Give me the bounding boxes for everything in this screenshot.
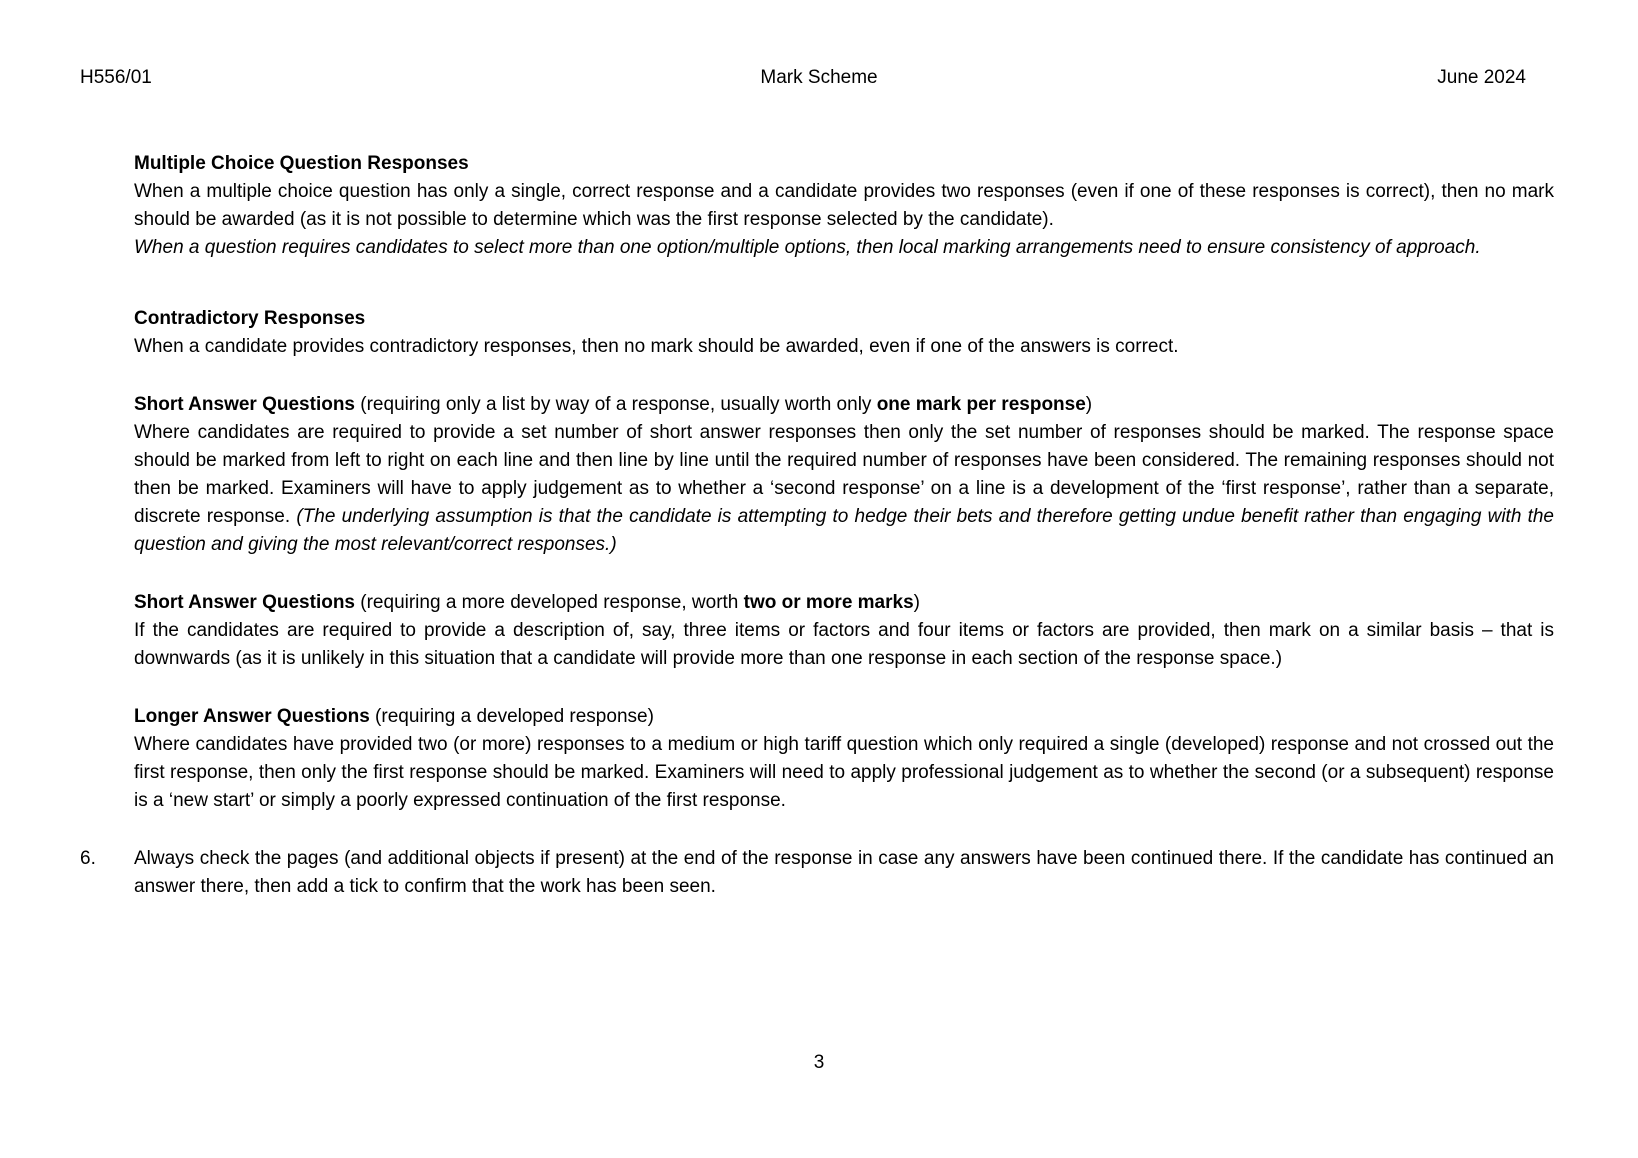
paragraph-contradictory: When a candidate provides contradictory responses, then no mark should be awarded, even if one of the answers is correct. <box>134 336 1179 357</box>
section-short-answer-developed <box>134 589 1554 673</box>
list-item-6 <box>80 845 1554 901</box>
heading-note-text: ) <box>913 592 920 613</box>
paragraph-text: Where candidates are required to provide a set number of short answer responses then only the set number of responses should be marked. The response space should be marked from left to right on each line and then line by line until the required number of responses have been considered. The remaining responses should not then be marked. Examiners will have to apply judgement as to whether a ‘second response’ on a line is a development of the ‘first response’, rather than a separate, discrete response. <box>134 422 1554 527</box>
heading-bold-text: one mark per response <box>876 394 1086 415</box>
section-heading-longer-answer <box>134 703 1554 731</box>
paragraph-multiple-choice: When a multiple choice question has only a single, correct response and a candidate provides two responses (even if one of these responses is correct), then no mark should be awarded (as it is not possible to determine which was the first response selected by the candidate). <box>134 181 1554 230</box>
document-body <box>80 150 1554 931</box>
header-paper-code: H556/01 <box>80 67 152 88</box>
section-longer-answer <box>134 703 1554 815</box>
paragraph-short-answer-developed: If the candidates are required to provide a description of, say, three items or factors and four items or factors are provided, then mark on a similar basis – that is downwards (as it is unlikely in this situation that a candidate will provide more than one response in each section of the response space.) <box>134 620 1554 669</box>
page-number: 3 <box>813 1052 825 1073</box>
heading-note-text: (requiring a more developed response, worth <box>355 592 744 613</box>
heading-note-text: (requiring a developed response) <box>369 706 654 727</box>
paragraph-italic-text: (The underlying assumption is that the candidate is attempting to hedge their bets and therefore getting undue benefit rather than engaging with the question and giving the most relevant/correct responses.) <box>134 506 1554 555</box>
heading-note-text: (requiring only a list by way of a response, usually worth only <box>355 394 877 415</box>
section-heading-short-answer-developed <box>134 589 1554 617</box>
paragraph-short-answer-list <box>134 419 1554 559</box>
paragraph-multiple-choice-italic: When a question requires candidates to select more than one option/multiple options, then local marking arrangements need to ensure consistency of approach. <box>134 237 1481 258</box>
list-item-number: 6. <box>80 848 96 869</box>
heading-bold-text: two or more marks <box>743 592 914 613</box>
heading-bold-text: Longer Answer Questions <box>134 706 370 727</box>
paragraph-item-6: Always check the pages (and additional objects if present) at the end of the response in case any answers have been continued there. If the candidate has continued an answer there, then add a tick to confirm that the work has been seen. <box>134 848 1554 897</box>
paragraph-longer-answer: Where candidates have provided two (or more) responses to a medium or high tariff question which only required a single (developed) response and not crossed out the first response, then only the first response should be marked. Examiners will need to apply professional judgement as to whether the second (or a subsequent) response is a ‘new start’ or simply a poorly expressed continuation of the first response. <box>134 734 1554 811</box>
section-heading-multiple-choice: Multiple Choice Question Responses <box>134 153 469 174</box>
document-header <box>0 64 1638 92</box>
header-date: June 2024 <box>1437 67 1526 88</box>
heading-bold-text: Short Answer Questions <box>134 394 355 415</box>
heading-bold-text: Short Answer Questions <box>134 592 355 613</box>
section-contradictory <box>134 305 1554 361</box>
section-heading-contradictory: Contradictory Responses <box>134 308 366 329</box>
document-footer <box>0 1049 1638 1077</box>
heading-note-text: ) <box>1085 394 1093 415</box>
section-multiple-choice <box>134 150 1554 262</box>
section-heading-short-answer-list <box>134 391 1554 419</box>
section-short-answer-list <box>134 391 1554 559</box>
header-title: Mark Scheme <box>760 67 878 88</box>
